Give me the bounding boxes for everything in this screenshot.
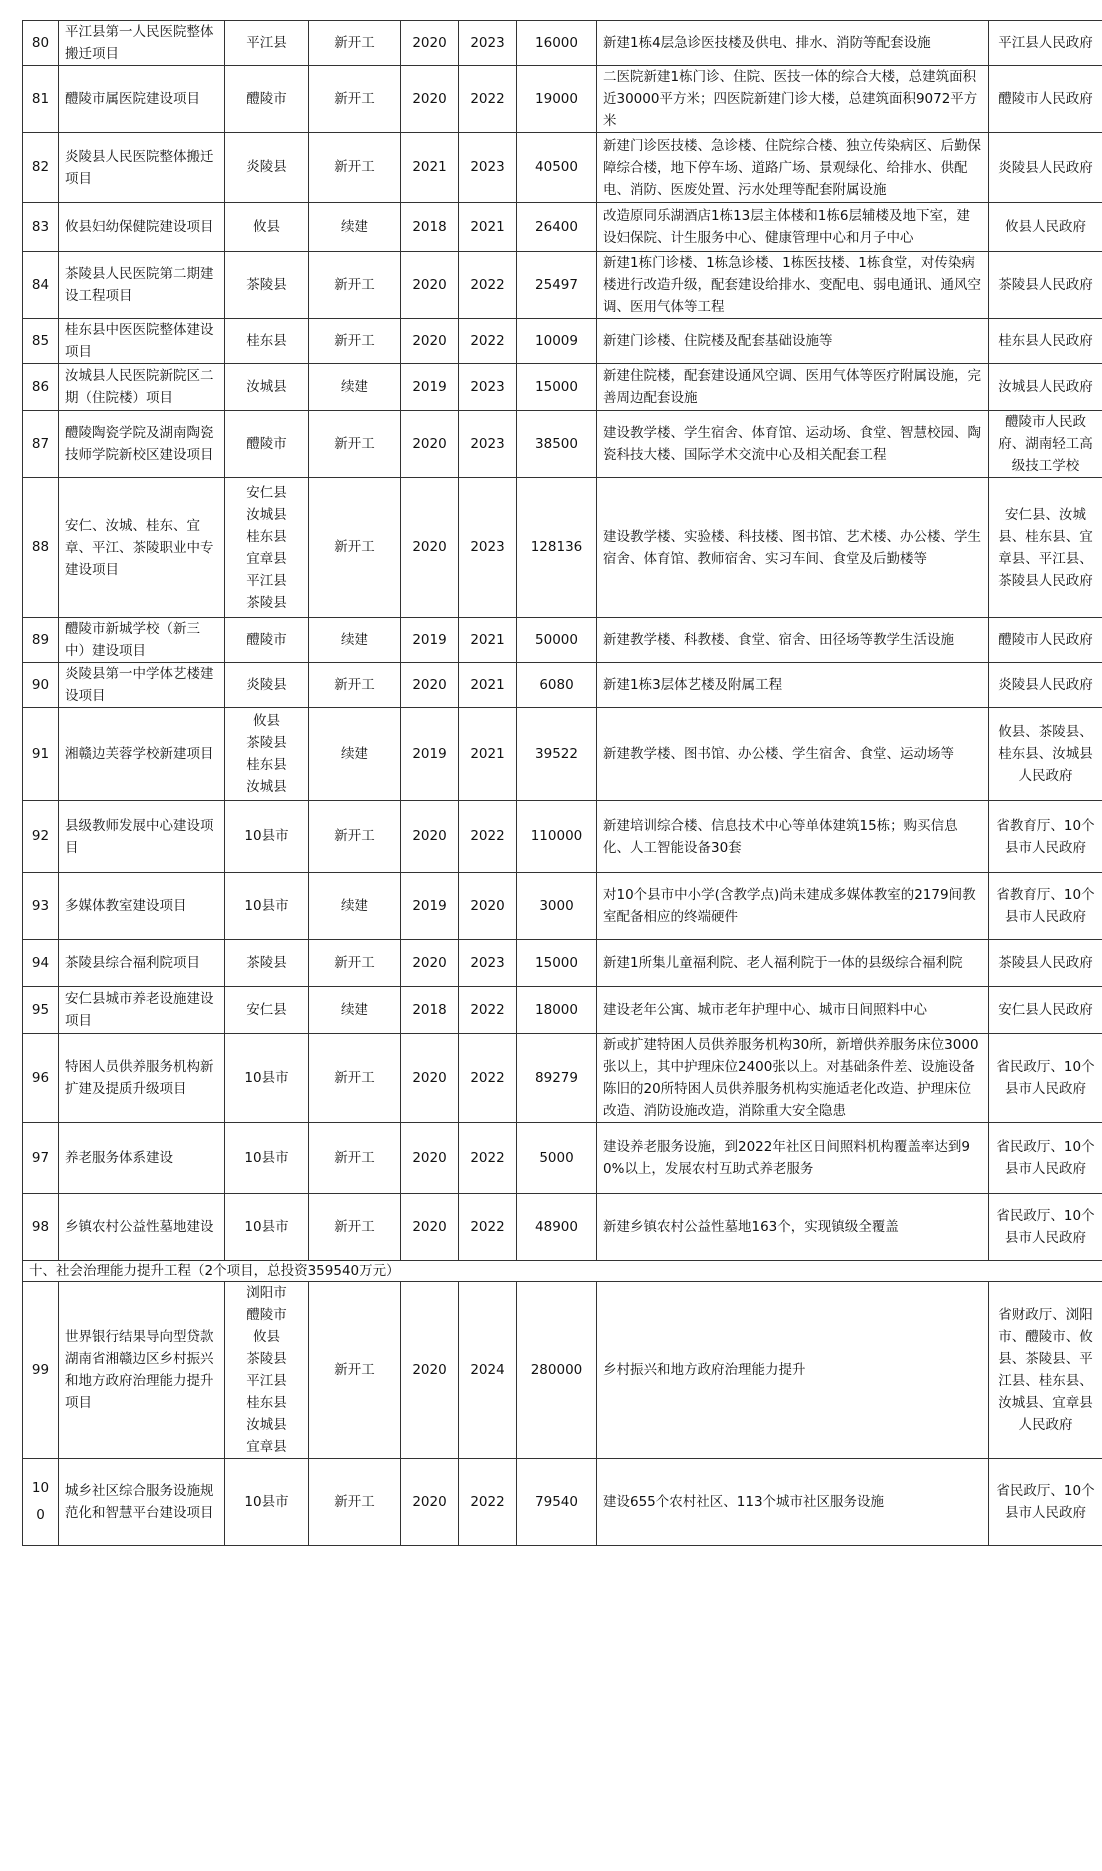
cell-start: 2018	[401, 203, 459, 252]
cell-end: 2022	[459, 1034, 517, 1123]
cell-nature: 新开工	[309, 663, 401, 708]
cell-nature: 新开工	[309, 801, 401, 873]
cell-nature: 新开工	[309, 1459, 401, 1546]
cell-invest: 16000	[517, 21, 597, 66]
cell-county: 10县市	[225, 1034, 309, 1123]
cell-no: 93	[23, 873, 59, 940]
project-table-wrapper	[22, 20, 1095, 1546]
cell-nature: 新开工	[309, 1282, 401, 1459]
cell-end: 2023	[459, 364, 517, 411]
cell-content: 建设养老服务设施，到2022年社区日间照料机构覆盖率达到90%以上，发展农村互助式养老服务	[597, 1123, 989, 1194]
cell-no: 99	[23, 1282, 59, 1459]
cell-county: 炎陵县	[225, 663, 309, 708]
cell-end: 2022	[459, 319, 517, 364]
cell-invest: 39522	[517, 708, 597, 801]
cell-owner: 省民政厅、10个县市人民政府	[989, 1034, 1102, 1123]
section-row	[23, 1261, 1102, 1282]
cell-owner: 省民政厅、10个县市人民政府	[989, 1194, 1102, 1261]
cell-invest: 79540	[517, 1459, 597, 1546]
table-row	[23, 987, 1102, 1034]
cell-end: 2022	[459, 987, 517, 1034]
cell-nature: 新开工	[309, 940, 401, 987]
cell-no: 100	[23, 1459, 59, 1546]
cell-county: 攸县 茶陵县 桂东县 汝城县	[225, 708, 309, 801]
cell-name: 特困人员供养服务机构新扩建及提质升级项目	[59, 1034, 225, 1123]
cell-end: 2023	[459, 478, 517, 618]
cell-no: 90	[23, 663, 59, 708]
table-row	[23, 1123, 1102, 1194]
cell-content: 新建1所集儿童福利院、老人福利院于一体的县级综合福利院	[597, 940, 989, 987]
cell-content: 二医院新建1栋门诊、住院、医技一体的综合大楼，总建筑面积近30000平方米；四医院新建门诊大楼，总建筑面积9072平方米	[597, 66, 989, 133]
table-row	[23, 940, 1102, 987]
cell-no: 97	[23, 1123, 59, 1194]
cell-content: 新建门诊医技楼、急诊楼、住院综合楼、独立传染病区、后勤保障综合楼，地下停车场、道路广场、景观绿化、给排水、供配电、消防、医废处置、污水处理等配套附属设施	[597, 133, 989, 203]
cell-nature: 新开工	[309, 252, 401, 319]
cell-start: 2021	[401, 133, 459, 203]
cell-end: 2024	[459, 1282, 517, 1459]
cell-content: 新建门诊楼、住院楼及配套基础设施等	[597, 319, 989, 364]
table-row	[23, 252, 1102, 319]
cell-end: 2023	[459, 133, 517, 203]
cell-end: 2022	[459, 1123, 517, 1194]
cell-end: 2022	[459, 801, 517, 873]
cell-name: 炎陵县第一中学体艺楼建设项目	[59, 663, 225, 708]
cell-nature: 新开工	[309, 478, 401, 618]
cell-content: 新建培训综合楼、信息技术中心等单体建筑15栋；购买信息化、人工智能设备30套	[597, 801, 989, 873]
cell-county: 安仁县	[225, 987, 309, 1034]
cell-no: 83	[23, 203, 59, 252]
cell-start: 2019	[401, 873, 459, 940]
cell-nature: 新开工	[309, 133, 401, 203]
cell-owner: 茶陵县人民政府	[989, 252, 1102, 319]
cell-end: 2023	[459, 940, 517, 987]
cell-invest: 15000	[517, 364, 597, 411]
cell-no: 95	[23, 987, 59, 1034]
cell-content: 建设教学楼、学生宿舍、体育馆、运动场、食堂、智慧校园、陶瓷科技大楼、国际学术交流中心及相关配套工程	[597, 411, 989, 478]
cell-end: 2021	[459, 203, 517, 252]
cell-start: 2020	[401, 940, 459, 987]
cell-nature: 新开工	[309, 319, 401, 364]
cell-content: 建设老年公寓、城市老年护理中心、城市日间照料中心	[597, 987, 989, 1034]
cell-owner: 省财政厅、浏阳市、醴陵市、攸县、茶陵县、平江县、桂东县、汝城县、宜章县人民政府	[989, 1282, 1102, 1459]
table-row	[23, 319, 1102, 364]
cell-no: 84	[23, 252, 59, 319]
cell-start: 2019	[401, 708, 459, 801]
project-table	[22, 20, 1102, 1546]
cell-end: 2022	[459, 1194, 517, 1261]
cell-nature: 新开工	[309, 411, 401, 478]
cell-content: 建设教学楼、实验楼、科技楼、图书馆、艺术楼、办公楼、学生宿舍、体育馆、教师宿舍、实习车间、食堂及后勤楼等	[597, 478, 989, 618]
cell-county: 10县市	[225, 1459, 309, 1546]
cell-start: 2020	[401, 663, 459, 708]
cell-no: 82	[23, 133, 59, 203]
cell-owner: 茶陵县人民政府	[989, 940, 1102, 987]
cell-owner: 安仁县、汝城县、桂东县、宜章县、平江县、茶陵县人民政府	[989, 478, 1102, 618]
cell-name: 炎陵县人民医院整体搬迁项目	[59, 133, 225, 203]
cell-content: 新建1栋门诊楼、1栋急诊楼、1栋医技楼、1栋食堂，对传染病楼进行改造升级，配套建设给排水、变配电、弱电通讯、通风空调、医用气体等工程	[597, 252, 989, 319]
cell-name: 茶陵县综合福利院项目	[59, 940, 225, 987]
cell-invest: 15000	[517, 940, 597, 987]
cell-content: 新或扩建特困人员供养服务机构30所，新增供养服务床位3000张以上，其中护理床位2400张以上。对基础条件差、设施设备陈旧的20所特困人员供养服务机构实施适老化改造、护理床位改造、消防设施改造，消除重大安全隐患	[597, 1034, 989, 1123]
cell-county: 汝城县	[225, 364, 309, 411]
cell-end: 2022	[459, 252, 517, 319]
cell-name: 醴陵市属医院建设项目	[59, 66, 225, 133]
cell-nature: 新开工	[309, 1194, 401, 1261]
cell-name: 乡镇农村公益性墓地建设	[59, 1194, 225, 1261]
cell-nature: 续建	[309, 987, 401, 1034]
cell-content: 新建教学楼、科教楼、食堂、宿舍、田径场等教学生活设施	[597, 618, 989, 663]
cell-invest: 280000	[517, 1282, 597, 1459]
table-body-2	[23, 1282, 1102, 1546]
cell-owner: 安仁县人民政府	[989, 987, 1102, 1034]
table-row	[23, 801, 1102, 873]
cell-invest: 25497	[517, 252, 597, 319]
cell-county: 桂东县	[225, 319, 309, 364]
cell-invest: 40500	[517, 133, 597, 203]
cell-county: 攸县	[225, 203, 309, 252]
cell-nature: 续建	[309, 708, 401, 801]
cell-no: 89	[23, 618, 59, 663]
cell-name: 安仁县城市养老设施建设项目	[59, 987, 225, 1034]
cell-county: 平江县	[225, 21, 309, 66]
table-row	[23, 133, 1102, 203]
cell-content: 建设655个农村社区、113个城市社区服务设施	[597, 1459, 989, 1546]
cell-start: 2020	[401, 66, 459, 133]
cell-nature: 新开工	[309, 1034, 401, 1123]
cell-no: 80	[23, 21, 59, 66]
cell-content: 新建1栋4层急诊医技楼及供电、排水、消防等配套设施	[597, 21, 989, 66]
cell-start: 2020	[401, 801, 459, 873]
cell-county: 10县市	[225, 1194, 309, 1261]
cell-county: 10县市	[225, 801, 309, 873]
cell-owner: 炎陵县人民政府	[989, 133, 1102, 203]
cell-no: 81	[23, 66, 59, 133]
cell-end: 2023	[459, 21, 517, 66]
cell-name: 平江县第一人民医院整体搬迁项目	[59, 21, 225, 66]
cell-name: 城乡社区综合服务设施规范化和智慧平台建设项目	[59, 1459, 225, 1546]
cell-invest: 6080	[517, 663, 597, 708]
cell-start: 2020	[401, 21, 459, 66]
cell-name: 汝城县人民医院新院区二期（住院楼）项目	[59, 364, 225, 411]
cell-name: 多媒体教室建设项目	[59, 873, 225, 940]
cell-invest: 26400	[517, 203, 597, 252]
cell-owner: 攸县人民政府	[989, 203, 1102, 252]
table-row	[23, 411, 1102, 478]
cell-county: 茶陵县	[225, 940, 309, 987]
cell-name: 世界银行结果导向型贷款湖南省湘赣边区乡村振兴和地方政府治理能力提升项目	[59, 1282, 225, 1459]
cell-owner: 省教育厅、10个县市人民政府	[989, 801, 1102, 873]
cell-start: 2020	[401, 1282, 459, 1459]
cell-content: 新建教学楼、图书馆、办公楼、学生宿舍、食堂、运动场等	[597, 708, 989, 801]
cell-county: 10县市	[225, 873, 309, 940]
cell-no: 88	[23, 478, 59, 618]
cell-name: 湘赣边芙蓉学校新建项目	[59, 708, 225, 801]
cell-county: 安仁县 汝城县 桂东县 宜章县 平江县 茶陵县	[225, 478, 309, 618]
cell-invest: 3000	[517, 873, 597, 940]
cell-no: 98	[23, 1194, 59, 1261]
cell-county: 醴陵市	[225, 411, 309, 478]
cell-invest: 48900	[517, 1194, 597, 1261]
cell-county: 醴陵市	[225, 66, 309, 133]
table-row	[23, 1459, 1102, 1546]
cell-end: 2021	[459, 708, 517, 801]
table-row	[23, 1034, 1102, 1123]
table-row	[23, 66, 1102, 133]
cell-start: 2020	[401, 252, 459, 319]
cell-content: 新建乡镇农村公益性墓地163个，实现镇级全覆盖	[597, 1194, 989, 1261]
cell-content: 改造原同乐湖酒店1栋13层主体楼和1栋6层辅楼及地下室，建设妇保院、计生服务中心、健康管理中心和月子中心	[597, 203, 989, 252]
section-header: 十、社会治理能力提升工程（2个项目，总投资359540万元）	[23, 1261, 1102, 1282]
cell-start: 2019	[401, 364, 459, 411]
cell-name: 攸县妇幼保健院建设项目	[59, 203, 225, 252]
cell-end: 2021	[459, 618, 517, 663]
cell-owner: 桂东县人民政府	[989, 319, 1102, 364]
table-row	[23, 1194, 1102, 1261]
cell-invest: 89279	[517, 1034, 597, 1123]
table-row	[23, 1282, 1102, 1459]
cell-content: 乡村振兴和地方政府治理能力提升	[597, 1282, 989, 1459]
cell-owner: 平江县人民政府	[989, 21, 1102, 66]
cell-county: 浏阳市 醴陵市 攸县 茶陵县 平江县 桂东县 汝城县 宜章县	[225, 1282, 309, 1459]
cell-start: 2020	[401, 1034, 459, 1123]
table-row	[23, 873, 1102, 940]
cell-end: 2022	[459, 66, 517, 133]
table-row	[23, 21, 1102, 66]
cell-invest: 110000	[517, 801, 597, 873]
cell-start: 2018	[401, 987, 459, 1034]
cell-owner: 醴陵市人民政府	[989, 66, 1102, 133]
cell-county: 炎陵县	[225, 133, 309, 203]
cell-end: 2020	[459, 873, 517, 940]
table-row	[23, 478, 1102, 618]
cell-county: 10县市	[225, 1123, 309, 1194]
cell-start: 2020	[401, 1123, 459, 1194]
cell-nature: 新开工	[309, 1123, 401, 1194]
cell-owner: 攸县、茶陵县、桂东县、汝城县人民政府	[989, 708, 1102, 801]
cell-owner: 省民政厅、10个县市人民政府	[989, 1459, 1102, 1546]
cell-content: 新建1栋3层体艺楼及附属工程	[597, 663, 989, 708]
cell-start: 2020	[401, 411, 459, 478]
cell-name: 县级教师发展中心建设项目	[59, 801, 225, 873]
cell-no: 91	[23, 708, 59, 801]
cell-no: 87	[23, 411, 59, 478]
cell-start: 2020	[401, 1194, 459, 1261]
cell-end: 2022	[459, 1459, 517, 1546]
cell-no: 92	[23, 801, 59, 873]
cell-owner: 省教育厅、10个县市人民政府	[989, 873, 1102, 940]
cell-start: 2020	[401, 478, 459, 618]
cell-nature: 新开工	[309, 66, 401, 133]
cell-end: 2023	[459, 411, 517, 478]
cell-no: 94	[23, 940, 59, 987]
cell-owner: 省民政厅、10个县市人民政府	[989, 1123, 1102, 1194]
cell-content: 新建住院楼，配套建设通风空调、医用气体等医疗附属设施，完善周边配套设施	[597, 364, 989, 411]
table-row	[23, 663, 1102, 708]
cell-start: 2020	[401, 319, 459, 364]
table-row	[23, 708, 1102, 801]
cell-owner: 醴陵市人民政府、湖南轻工高级技工学校	[989, 411, 1102, 478]
table-row	[23, 618, 1102, 663]
cell-nature: 续建	[309, 364, 401, 411]
cell-invest: 18000	[517, 987, 597, 1034]
cell-county: 茶陵县	[225, 252, 309, 319]
cell-content: 对10个县市中小学(含教学点)尚未建成多媒体教室的2179间教室配备相应的终端硬件	[597, 873, 989, 940]
cell-start: 2019	[401, 618, 459, 663]
cell-invest: 50000	[517, 618, 597, 663]
cell-name: 桂东县中医医院整体建设项目	[59, 319, 225, 364]
cell-nature: 续建	[309, 618, 401, 663]
cell-county: 醴陵市	[225, 618, 309, 663]
cell-name: 茶陵县人民医院第二期建设工程项目	[59, 252, 225, 319]
cell-nature: 新开工	[309, 21, 401, 66]
cell-nature: 续建	[309, 873, 401, 940]
cell-name: 醴陵市新城学校（新三中）建设项目	[59, 618, 225, 663]
cell-owner: 汝城县人民政府	[989, 364, 1102, 411]
cell-no: 96	[23, 1034, 59, 1123]
table-body	[23, 21, 1102, 1261]
cell-invest: 128136	[517, 478, 597, 618]
cell-no: 85	[23, 319, 59, 364]
cell-owner: 醴陵市人民政府	[989, 618, 1102, 663]
cell-no: 86	[23, 364, 59, 411]
cell-start: 2020	[401, 1459, 459, 1546]
cell-invest: 5000	[517, 1123, 597, 1194]
cell-name: 醴陵陶瓷学院及湖南陶瓷技师学院新校区建设项目	[59, 411, 225, 478]
section-body	[23, 1261, 1102, 1282]
cell-invest: 10009	[517, 319, 597, 364]
cell-name: 养老服务体系建设	[59, 1123, 225, 1194]
cell-owner: 炎陵县人民政府	[989, 663, 1102, 708]
cell-name: 安仁、汝城、桂东、宜章、平江、茶陵职业中专建设项目	[59, 478, 225, 618]
cell-nature: 续建	[309, 203, 401, 252]
cell-invest: 38500	[517, 411, 597, 478]
table-row	[23, 364, 1102, 411]
cell-end: 2021	[459, 663, 517, 708]
cell-invest: 19000	[517, 66, 597, 133]
table-row	[23, 203, 1102, 252]
